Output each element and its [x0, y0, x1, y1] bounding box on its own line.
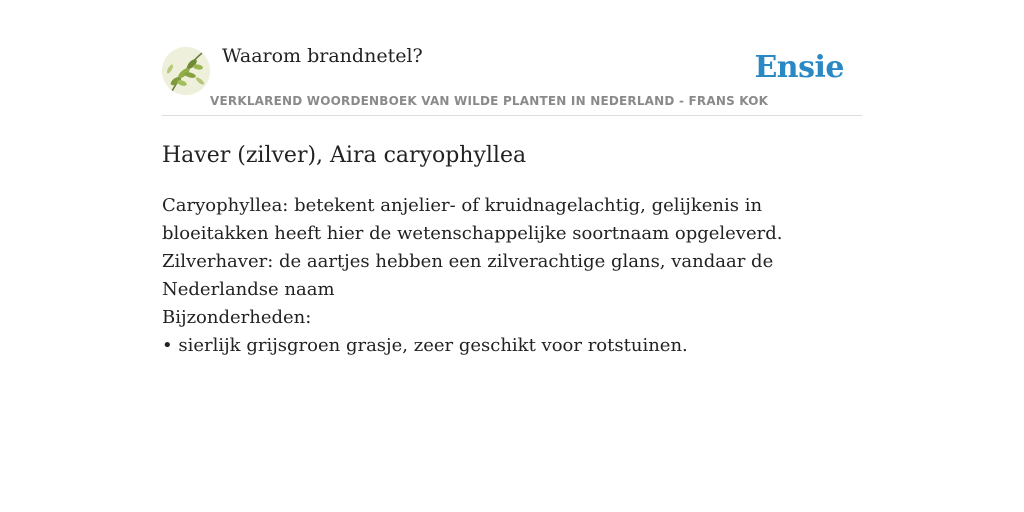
entry-body — [162, 192, 862, 360]
body-line: • sierlijk grijsgroen grasje, zeer geschikt voor rotstuinen. — [162, 335, 688, 356]
question-text[interactable]: Waarom brandnetel? — [222, 45, 423, 67]
entry-card — [162, 40, 862, 360]
entry-title: Haver (zilver), Aira caryophyllea — [162, 143, 527, 168]
plant-illustration-icon[interactable] — [162, 47, 210, 95]
body-line: Caryophyllea: betekent anjelier- of kruidnagelachtig, gelijkenis in bloeitakken heeft hier de wetenschappelijke soortnaam opgeleverd. — [162, 195, 783, 244]
source-label[interactable]: VERKLAREND WOORDENBOEK VAN WILDE PLANTEN IN NEDERLAND - FRANS KOK — [210, 94, 769, 108]
ensie-logo[interactable]: Ensie — [754, 50, 844, 85]
entry-header — [162, 40, 862, 116]
body-line: Zilverhaver: de aartjes hebben een zilverachtige glans, vandaar de Nederlandse naam — [162, 251, 774, 300]
body-line: Bijzonderheden: — [162, 307, 312, 328]
